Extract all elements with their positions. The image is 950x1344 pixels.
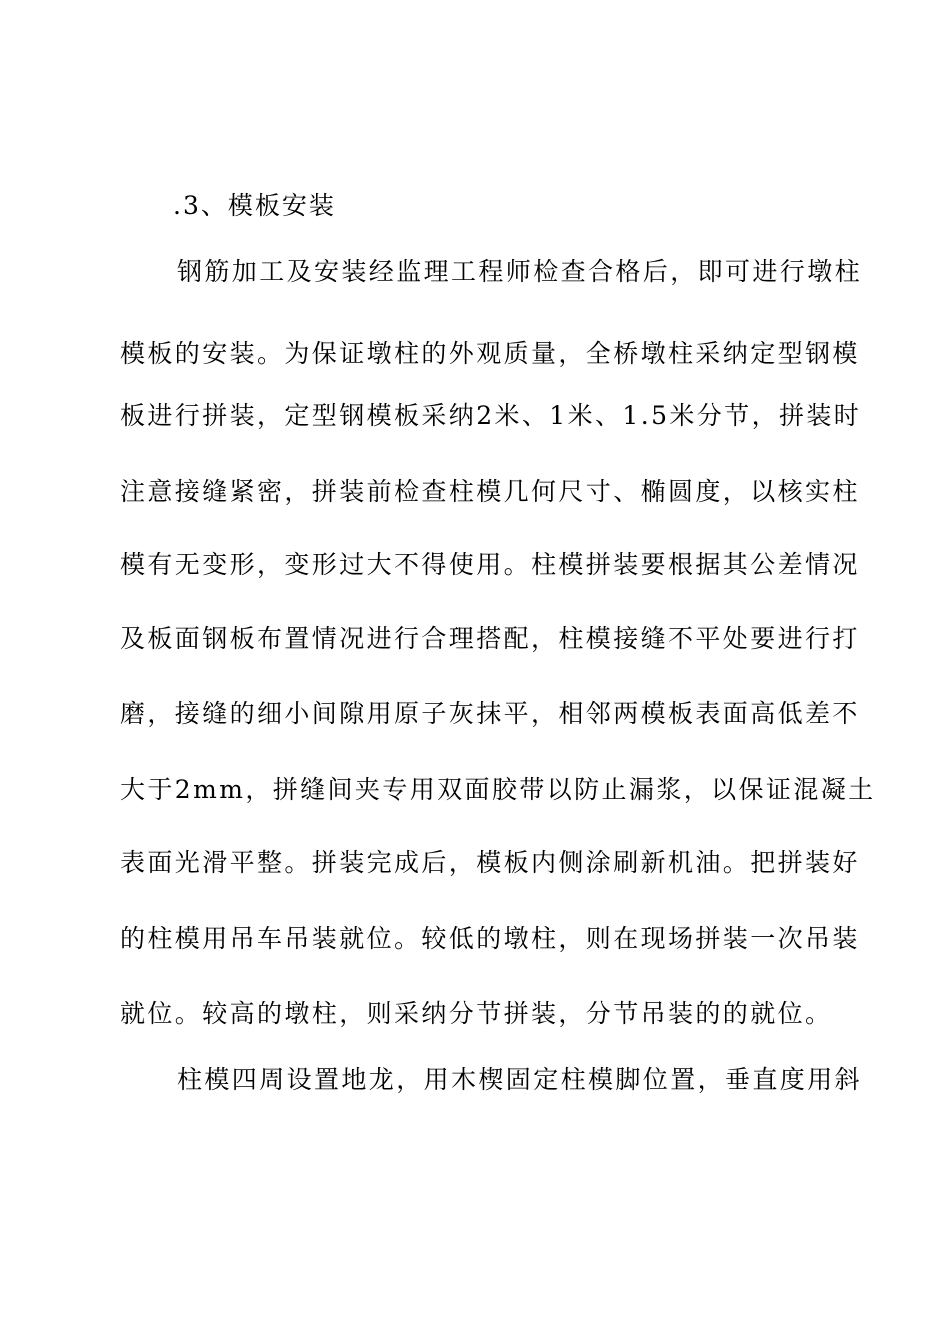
paragraph-1-line-7: 磨，接缝的细小间隙用原子灰抹平，相邻两模板表面高低差不: [120, 699, 860, 728]
paragraph-2-line-1: 柱模四周设置地龙，用木楔固定柱模脚位置，垂直度用斜: [177, 1065, 863, 1094]
paragraph-1-line-2: 模板的安装。为保证墩柱的外观质量，全桥墩柱采纳定型钢模: [120, 339, 860, 368]
section-heading: .3、模板安装: [173, 191, 336, 220]
paragraph-1-line-11: 就位。较高的墩柱，则采纳分节拼装，分节吊装的的就位。: [120, 999, 833, 1028]
paragraph-1-line-6: 及板面钢板布置情况进行合理搭配，柱模接缝不平处要进行打: [120, 624, 860, 653]
paragraph-1-line-3: 板进行拼装，定型钢模板采纳2米、1米、1.5米分节，拼装时: [120, 401, 862, 430]
paragraph-1-line-10: 的柱模用吊车吊装就位。较低的墩柱，则在现场拼装一次吊装: [120, 924, 860, 953]
paragraph-1-line-9: 表面光滑平整。拼装完成后，模板内侧涂刷新机油。把拼装好: [120, 848, 860, 877]
paragraph-1-line-5: 模有无变形，变形过大不得使用。柱模拼装要根据其公差情况: [120, 550, 860, 579]
paragraph-1-line-4: 注意接缝紧密，拼装前检查柱模几何尺寸、椭圆度，以核实柱: [120, 477, 860, 506]
paragraph-1-line-8: 大于2mm，拼缝间夹专用双面胶带以防止漏浆，以保证混凝土: [120, 775, 876, 804]
paragraph-1-line-1: 钢筋加工及安装经监理工程师检查合格后，即可进行墩柱: [177, 257, 863, 286]
